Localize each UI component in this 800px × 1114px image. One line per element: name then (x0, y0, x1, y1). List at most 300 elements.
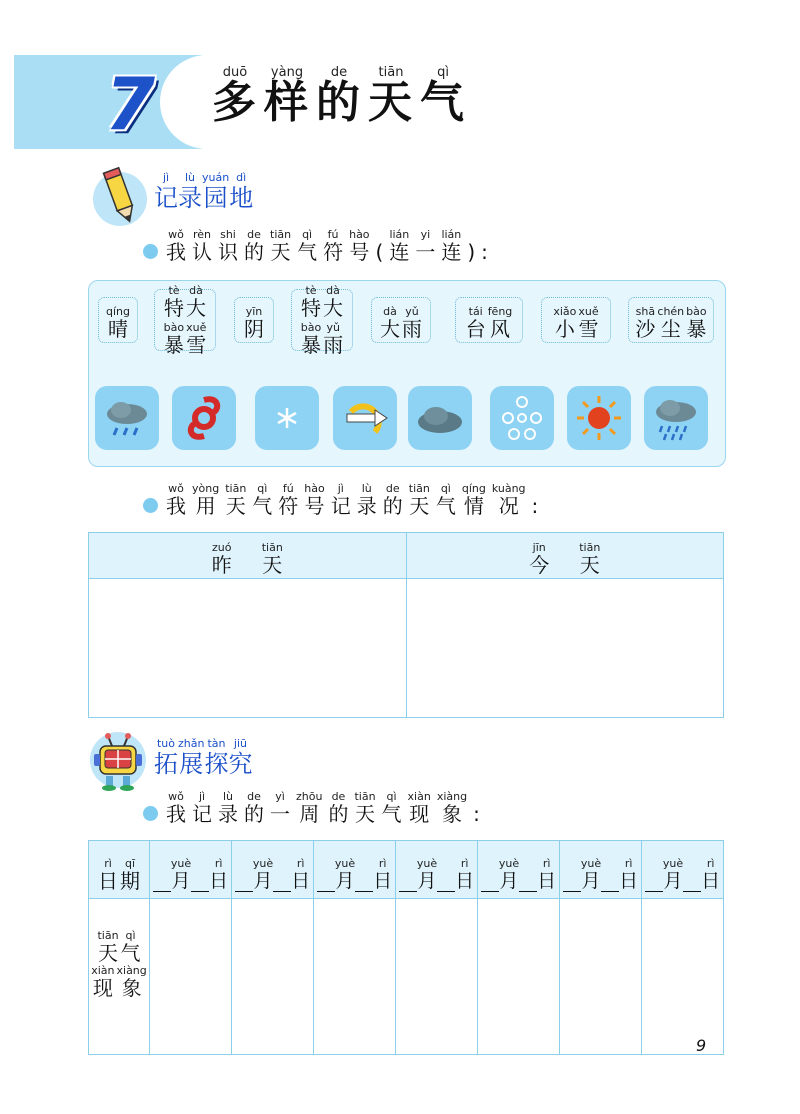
char (376, 228, 384, 263)
weather-term-card[interactable] (455, 297, 523, 343)
char (218, 228, 238, 263)
char (244, 228, 264, 263)
pinyin: de (385, 482, 400, 495)
sandstorm-icon[interactable] (333, 386, 397, 450)
yesterday-header (89, 533, 407, 579)
pinyin: de (331, 790, 346, 803)
char (380, 305, 400, 340)
hanzi: 的 (328, 802, 349, 826)
hanzi: 气 (435, 494, 456, 518)
day-label (373, 857, 392, 892)
weather-term-card[interactable] (291, 284, 353, 357)
char (97, 929, 118, 964)
weather-cell[interactable] (314, 899, 396, 1055)
pinyin: tiān (261, 540, 283, 554)
char (186, 321, 206, 356)
blank-day[interactable] (437, 873, 455, 892)
hanzi: 记 (330, 494, 351, 518)
hanzi: 台 (465, 317, 486, 341)
hanzi: 识 (218, 240, 238, 264)
pinyin: wǒ (168, 790, 184, 803)
pinyin: jì (337, 482, 344, 495)
hanzi: 录 (218, 802, 238, 826)
month-label (335, 857, 355, 892)
char (164, 321, 184, 356)
date-cell[interactable] (150, 841, 232, 899)
char (420, 66, 466, 127)
pinyin: rì (378, 857, 387, 870)
pinyin: shā (635, 305, 656, 318)
char (154, 171, 178, 212)
pinyin: rì (624, 857, 633, 870)
char (301, 284, 321, 319)
pinyin: yuè (416, 857, 438, 870)
hanzi: 现 (409, 802, 430, 826)
blank-month[interactable] (563, 873, 581, 892)
char (657, 305, 684, 340)
hanzi: 风 (489, 317, 510, 341)
pinyin: kuàng (491, 482, 526, 495)
weather-cell[interactable] (232, 899, 314, 1055)
pinyin: tiān (408, 482, 430, 495)
instruction-connect (166, 228, 488, 263)
weather-term-card[interactable] (371, 297, 431, 343)
pinyin: tè (305, 284, 317, 297)
pinyin: de (247, 228, 261, 241)
char (301, 321, 321, 356)
char (270, 228, 291, 263)
pinyin: yǔ (326, 321, 340, 334)
pinyin: lù (361, 482, 372, 495)
char (466, 305, 486, 340)
today-header (406, 533, 724, 579)
char (436, 482, 456, 517)
char (323, 321, 343, 356)
hanzi: 我 (166, 494, 186, 518)
hanzi: 天 (409, 494, 430, 518)
char (244, 790, 264, 825)
pinyin: zuó (211, 540, 232, 554)
hanzi: 记 (192, 802, 212, 826)
hanzi: 昨 (211, 552, 232, 577)
hanzi: 录 (356, 494, 377, 518)
pinyin: duō (222, 65, 248, 80)
pinyin: yuè (170, 857, 192, 870)
blank-day[interactable] (355, 873, 373, 892)
hanzi: : (473, 802, 480, 826)
hanzi: 地 (229, 184, 254, 212)
hanzi: 雪 (186, 333, 207, 357)
hanzi: 特 (164, 296, 184, 320)
snowflake-icon[interactable] (255, 386, 319, 450)
hanzi: 月 (253, 870, 273, 892)
char (578, 305, 598, 340)
hanzi: 气 (381, 802, 402, 826)
char (252, 482, 272, 517)
day-label (701, 857, 720, 892)
char (154, 737, 178, 778)
pinyin: chén (657, 305, 685, 318)
hanzi: 认 (192, 240, 212, 264)
char (354, 790, 375, 825)
instruction-record (166, 482, 538, 517)
date-cell[interactable] (396, 841, 478, 899)
pinyin: tiān (270, 228, 292, 241)
pinyin: xiàng (436, 790, 468, 803)
hanzi: 记 (154, 184, 178, 212)
bullet (143, 244, 158, 259)
pinyin: tiān (225, 482, 247, 495)
pinyin: rì (296, 857, 305, 870)
hanzi: 日 (455, 870, 475, 892)
hanzi: 的 (382, 494, 403, 518)
char (202, 171, 229, 212)
pinyin: jīn (532, 540, 546, 554)
char (316, 66, 362, 127)
blank-month[interactable] (481, 873, 499, 892)
pinyin: rì (542, 857, 551, 870)
char (166, 228, 186, 263)
char (529, 541, 549, 576)
pinyin: zhōu (296, 790, 323, 803)
blank-day[interactable] (191, 873, 209, 892)
hanzi: 一 (415, 240, 436, 264)
char (228, 737, 252, 778)
hanzi: 的 (244, 802, 264, 826)
date-label-cell (89, 841, 150, 899)
weather-term-card[interactable] (234, 297, 274, 343)
hanzi: 天 (355, 802, 375, 826)
pinyin: fú (282, 482, 294, 495)
char (553, 305, 576, 340)
hanzi: 天 (225, 494, 246, 518)
hanzi: 录 (178, 184, 202, 212)
weather-cell[interactable] (560, 899, 642, 1055)
char (262, 541, 283, 576)
pinyin: tè (168, 284, 180, 297)
pinyin: dà (326, 284, 340, 297)
pinyin: wǒ (168, 482, 184, 495)
char (98, 857, 118, 892)
char (304, 482, 324, 517)
hanzi: 月 (499, 870, 519, 892)
char (178, 737, 204, 778)
char (178, 171, 202, 212)
hanzi: 现 (92, 976, 113, 1000)
pinyin: bào (163, 321, 185, 334)
hanzi: 气 (120, 941, 141, 965)
pinyin: qì (386, 790, 397, 803)
hanzi: 日 (98, 869, 118, 893)
weather-term-card[interactable] (628, 297, 714, 343)
hanzi: 月 (171, 870, 191, 892)
hanzi: 我 (166, 802, 186, 826)
page-title (212, 66, 466, 127)
char (323, 284, 343, 319)
pinyin: hào (349, 228, 370, 241)
hanzi: 象 (121, 976, 142, 1000)
weather-cell[interactable] (478, 899, 560, 1055)
pinyin: qì (437, 65, 449, 80)
day-label (291, 857, 310, 892)
record-heading (154, 171, 253, 212)
char (186, 284, 206, 319)
hanzi: 雪 (578, 317, 599, 341)
hanzi: 天 (262, 552, 283, 577)
hanzi: 雨 (402, 317, 422, 341)
pinyin: rì (460, 857, 469, 870)
pinyin: tiān (97, 929, 119, 942)
pinyin: qī (124, 857, 136, 870)
hanzi: 况 (498, 494, 519, 518)
date-cell[interactable] (642, 841, 724, 899)
char (244, 305, 264, 340)
weather-term-card[interactable] (98, 297, 138, 343)
char (488, 305, 513, 340)
heavy-rain-icon[interactable] (644, 386, 708, 450)
char (166, 790, 186, 825)
pinyin: de (330, 65, 348, 80)
char (481, 228, 488, 263)
hanzi: 多 (212, 77, 258, 128)
pinyin: qíng (461, 482, 486, 495)
pinyin: lián (441, 228, 462, 241)
pinyin: shi (220, 228, 236, 241)
char (441, 228, 461, 263)
char (192, 482, 219, 517)
pinyin: xiàng (116, 964, 147, 977)
char (408, 790, 431, 825)
char (328, 790, 348, 825)
hanzi: 月 (581, 870, 601, 892)
char (117, 964, 147, 999)
pinyin: bào (300, 321, 322, 334)
pinyin: qì (302, 228, 313, 241)
yesterday-today-table (88, 532, 724, 718)
hanzi: 连 (389, 240, 410, 264)
weather-term-card[interactable] (541, 297, 611, 343)
hanzi: 阴 (244, 317, 264, 341)
date-cell[interactable] (232, 841, 314, 899)
chapter-number: 7 (105, 62, 156, 146)
pinyin: yì (275, 790, 285, 803)
pinyin: qì (257, 482, 268, 495)
rain-cloud-icon[interactable] (95, 386, 159, 450)
char (296, 790, 322, 825)
pinyin: yuè (580, 857, 602, 870)
pinyin: xuě (186, 321, 207, 334)
hanzi: 雨 (323, 333, 344, 357)
today-cell[interactable] (406, 579, 724, 718)
month-label (171, 857, 191, 892)
weather-cell[interactable] (642, 899, 724, 1055)
hanzi: 象 (441, 802, 462, 826)
hanzi: 一 (270, 802, 290, 826)
char (229, 171, 253, 212)
pinyin: tiān (378, 65, 404, 80)
pinyin: rì (214, 857, 223, 870)
blank-day[interactable] (519, 873, 537, 892)
month-label (253, 857, 273, 892)
blank-day[interactable] (273, 873, 291, 892)
blank-day[interactable] (601, 873, 619, 892)
blank-month[interactable] (235, 873, 253, 892)
hanzi: 天 (98, 941, 118, 965)
pinyin: tiān (354, 790, 376, 803)
char (409, 482, 430, 517)
blank-month[interactable] (153, 873, 171, 892)
pinyin: jiū (233, 737, 248, 750)
char (192, 228, 212, 263)
hanzi: 符 (323, 240, 344, 264)
blank-day[interactable] (683, 873, 701, 892)
hanzi: 连 (441, 240, 462, 264)
hanzi: 符 (278, 494, 299, 518)
typhoon-icon[interactable] (172, 386, 236, 450)
char (164, 284, 184, 319)
pinyin: qì (440, 482, 451, 495)
char (212, 541, 232, 576)
weather-cell[interactable] (150, 899, 232, 1055)
char (218, 790, 238, 825)
hanzi: 日 (619, 870, 639, 892)
blank-month[interactable] (399, 873, 417, 892)
pinyin: tàn (207, 737, 226, 750)
hanzi: 月 (417, 870, 437, 892)
robot-icon (88, 730, 148, 798)
pinyin: fēng (487, 305, 513, 318)
date-cell[interactable] (314, 841, 396, 899)
char (368, 66, 414, 127)
hanzi: 气 (252, 494, 273, 518)
hanzi: ( (375, 240, 384, 264)
pinyin: dà (189, 284, 203, 297)
char (579, 541, 600, 576)
weather-cell[interactable] (396, 899, 478, 1055)
hanzi: 暴 (300, 333, 321, 357)
hanzi: 拓 (154, 750, 178, 778)
hanzi: 大 (186, 296, 206, 320)
pencil-icon (90, 165, 150, 231)
hanzi: 周 (299, 802, 320, 826)
char (297, 228, 317, 263)
pinyin: yuè (334, 857, 356, 870)
hanzi: 园 (203, 184, 228, 212)
month-label (663, 857, 683, 892)
hanzi: : (531, 494, 539, 518)
char (278, 482, 298, 517)
yesterday-cell[interactable] (89, 579, 407, 718)
pinyin: bào (686, 305, 707, 318)
pinyin: yi (420, 228, 431, 241)
hanzi: 今 (529, 552, 550, 577)
char (686, 305, 706, 340)
pinyin: yàng (270, 65, 304, 80)
page-number: 9 (696, 1036, 707, 1055)
char (462, 482, 486, 517)
char (467, 228, 475, 263)
bullet (143, 498, 158, 513)
pinyin: yuè (662, 857, 684, 870)
date-cell[interactable] (478, 841, 560, 899)
hanzi: 期 (120, 869, 140, 893)
char (91, 964, 114, 999)
char (389, 228, 409, 263)
pinyin: xiǎo (553, 305, 577, 318)
blank-month[interactable] (645, 873, 663, 892)
explore-heading (154, 737, 252, 778)
day-label (619, 857, 638, 892)
cloud-icon[interactable] (408, 386, 472, 450)
hanzi: 号 (349, 240, 370, 264)
char (204, 737, 228, 778)
pinyin: tiān (579, 540, 601, 554)
pinyin: dà (383, 305, 397, 318)
hanzi: 尘 (660, 317, 681, 341)
pinyin: yuè (252, 857, 274, 870)
char (331, 482, 351, 517)
hanzi: 月 (663, 870, 683, 892)
pinyin: yuán (202, 171, 230, 184)
weather-term-card[interactable] (154, 284, 216, 357)
pinyin: lián (389, 228, 410, 241)
sun-icon[interactable] (567, 386, 631, 450)
char (264, 66, 310, 127)
hanzi: 大 (323, 296, 343, 320)
hanzi: 暴 (163, 333, 184, 357)
pinyin: qíng (106, 305, 130, 318)
char (349, 228, 369, 263)
pinyin: qì (125, 929, 136, 942)
hanzi: 气 (297, 240, 318, 264)
hanzi: 究 (228, 750, 253, 778)
hanzi: 暴 (686, 317, 707, 341)
char (635, 305, 655, 340)
hanzi: 我 (166, 240, 186, 264)
pinyin: rèn (192, 228, 212, 241)
pinyin: xiàn (407, 790, 431, 803)
char (121, 929, 141, 964)
hanzi: 日 (209, 870, 229, 892)
char (415, 228, 435, 263)
heavy-snow-icon[interactable] (490, 386, 554, 450)
pinyin: yǔ (405, 305, 419, 318)
hanzi: 情 (463, 494, 484, 518)
char (212, 66, 258, 127)
char (492, 482, 526, 517)
pinyin: tái (468, 305, 483, 318)
char (323, 228, 343, 263)
hanzi: 样 (264, 77, 310, 128)
char (473, 790, 480, 825)
hanzi: 日 (373, 870, 393, 892)
month-label (581, 857, 601, 892)
instruction-week (166, 790, 480, 825)
pinyin: yīn (245, 305, 263, 318)
hanzi: 日 (537, 870, 557, 892)
char (120, 857, 140, 892)
pinyin: xuě (578, 305, 599, 318)
hanzi: 号 (304, 494, 325, 518)
date-cell[interactable] (560, 841, 642, 899)
pinyin: dì (236, 171, 247, 184)
hanzi: 气 (420, 77, 466, 128)
pinyin: hào (304, 482, 325, 495)
blank-month[interactable] (317, 873, 335, 892)
pinyin: rì (706, 857, 715, 870)
hanzi: 月 (335, 870, 355, 892)
char (402, 305, 422, 340)
